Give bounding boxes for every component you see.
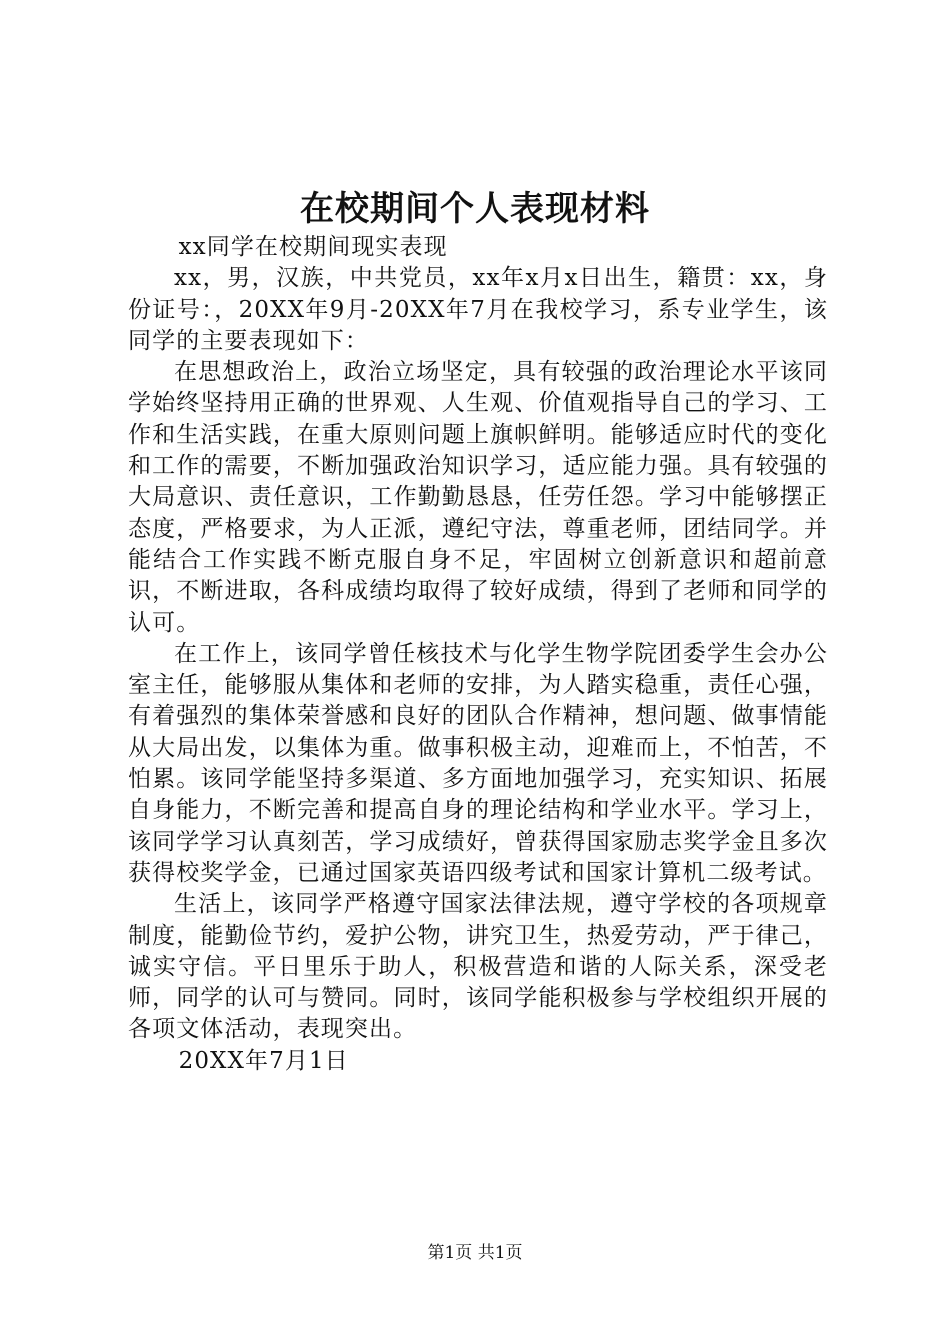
page-footer: 第1页 共1页 (427, 1243, 523, 1263)
paragraph-work: 在工作上，该同学曾任核技术与化学生物学院团委学生会办公室主任，能够服从集体和老师的安排，为人踏实稳重，责任心强，有着强烈的集体荣誉感和良好的团队合作精神，想问题、做事情能从大局出发，以集体为重。做事积极主动，迎难而上，不怕苦，不怕累。该同学能坚持多渠道、多方面地加强学习，充实知识、拓展自身能力，不断完善和提高自身的理论结构和学业水平。学习上，该同学学习认真刻苦，学习成绩好，曾获得国家励志奖学金且多次获得校奖学金，已通过国家英语四级考试和国家计算机二级考试。 (128, 640, 828, 886)
paragraph-life: 生活上，该同学严格遵守国家法律法规，遵守学校的各项规章制度，能勤俭节约，爱护公物，讲究卫生，热爱劳动，严于律己，诚实守信。平日里乐于助人，积极营造和谐的人际关系，深受老师，同学的认可与赞同。同时，该同学能积极参与学校组织开展的各项文体活动，表现突出。 (128, 891, 828, 1043)
document-body (128, 232, 828, 1077)
document-title: 在校期间个人表现材料 (300, 189, 650, 229)
document-subtitle: xx同学在校期间现实表现 (178, 234, 448, 260)
document-date: 20XX年7月1日 (178, 1047, 349, 1074)
paragraph-basic-info: xx，男，汉族，中共党员，xx年x月x日出生，籍贯：xx，身份证号：，20XX年9月-20XX年7月在我校学习，系专业学生，该同学的主要表现如下： (128, 265, 828, 354)
paragraph-politics: 在思想政治上，政治立场坚定，具有较强的政治理论水平该同学始终坚持用正确的世界观、人生观、价值观指导自己的学习、工作和生活实践，在重大原则问题上旗帜鲜明。能够适应时代的变化和工作的需要，不断加强政治知识学习，适应能力强。具有较强的大局意识、责任意识，工作勤勤恳恳，任劳任怨。学习中能够摆正态度，严格要求，为人正派，遵纪守法，尊重老师，团结同学。并能结合工作实践不断克服自身不足，牢固树立创新意识和超前意识，不断进取，各科成绩均取得了较好成绩，得到了老师和同学的认可。 (128, 359, 828, 636)
